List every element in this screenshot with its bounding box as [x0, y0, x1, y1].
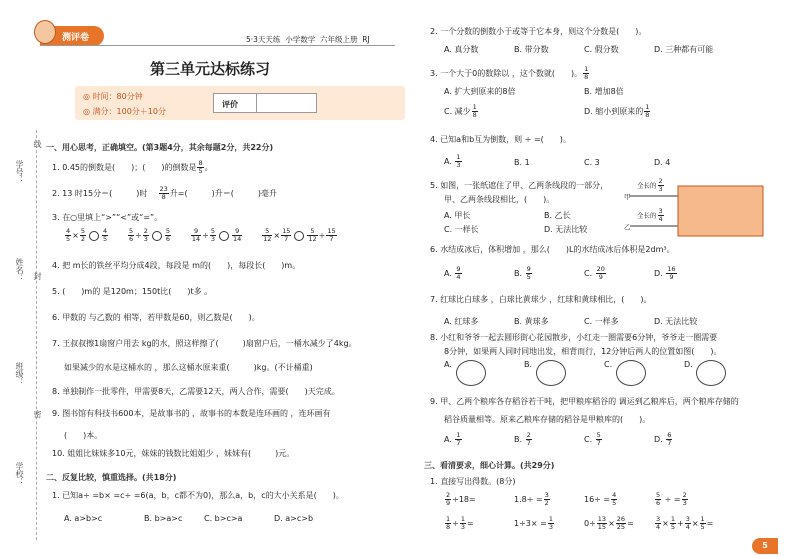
question-2: 2. 13 时15分＝( )时 $\frac{23}{8}$ 升=( )升＝( )毫升 [52, 185, 277, 201]
time-info: ◎ 时间：80分钟 [83, 92, 143, 101]
question-5: 5. ( )m的 是120m；150t比( )t多 。 [52, 287, 213, 296]
question-9-cont: ( )本。 [64, 431, 103, 440]
mascot-icon [34, 20, 56, 44]
s2-q6-option-c[interactable]: C. $\frac{20}{9}$ [584, 265, 605, 281]
s2-q2-option-b[interactable]: B. 带分数 [514, 45, 549, 54]
s2-q9-option-b[interactable]: B. $\frac{2}{7}$ [514, 431, 531, 447]
s2-q4-option-d[interactable]: D. 4 [654, 158, 671, 167]
calc-8: $\frac{3}{4}$ × $\frac{1}{5}$ + $\frac{3}{4}$ × $\frac{1}{5}$ = [656, 515, 714, 531]
s2-q6-option-d[interactable]: D. $\frac{16}{9}$ [654, 265, 676, 281]
s2-question-5-cont: 甲、乙两条线段相比，( )。 [444, 195, 555, 204]
s2-q3-option-d[interactable]: D. 缩小到原来的 $\frac{1}{8}$ [584, 103, 650, 119]
student-number-label: 学号： [15, 160, 24, 184]
question-6: 6. 甲数的 与乙数的 相等，若甲数是60，则乙数是( )。 [52, 313, 260, 322]
calc-5: $\frac{1}{8}$ ÷ $\frac{1}{3}$ = [446, 515, 474, 531]
s2-q3-option-b[interactable]: B. 增加8倍 [584, 87, 624, 96]
s2-q4-option-b[interactable]: B. 1 [514, 158, 530, 167]
s2-q7-option-b[interactable]: B. 黄球多 [514, 317, 549, 326]
s2-q2-option-a[interactable]: A. 真分数 [444, 45, 479, 54]
s2-question-7: 7. 红球比白球多 ，白球比黄球少 ，红球和黄球相比，( )。 [430, 295, 652, 304]
s2-question-3: 3. 一个大于0的数除以 ，这个数就( )。 $\frac{1}{8}$ [430, 65, 589, 81]
question-7: 7. 王叔叔擦1扇窗户用去 kg的水，照这样擦了( )扇窗户后，一桶水减少了4kg。 [52, 339, 357, 348]
s2-question-1: 1. 已知a÷ =b× =c÷ =6(a，b，c都不为0)，那么a，b，c的大小关系是( )。 [52, 491, 344, 500]
s2-q4-option-c[interactable]: C. 3 [584, 158, 600, 167]
header-line [40, 45, 395, 46]
calc-7: 0÷ $\frac{13}{15}$ × $\frac{26}{25}$ = [584, 515, 634, 531]
q5-label-top: 全长的 $\frac{2}{3}$ [637, 177, 663, 193]
q8-circle-a [456, 360, 486, 386]
s3-question-1: 1. 直接写出得数。(8分) [430, 477, 516, 486]
page-title: 第三单元达标练习 [150, 60, 271, 78]
s2-q4-option-a[interactable]: A. $\frac{1}{3}$ [444, 153, 461, 169]
page-number: 5 [752, 538, 778, 554]
s2-question-4: 4. 已知a和b互为倒数，则 ÷ =( )。 [430, 135, 571, 144]
s2-q8-option-d[interactable]: D. [684, 360, 693, 369]
s2-q6-option-b[interactable]: B. $\frac{9}{5}$ [514, 265, 531, 281]
s2-q5-option-a[interactable]: A. 甲长 [444, 211, 471, 220]
s2-q5-option-b[interactable]: B. 乙长 [544, 211, 571, 220]
question-4: 4. 把 m长的铁丝平均分成4段，每段是 m的( )，每段长( )m。 [52, 261, 301, 270]
s2-question-9: 9. 甲、乙两个粮库各存稻谷若干吨，把甲粮库稻谷的 调运到乙粮库后，两个粮库存储的 [430, 397, 739, 406]
series-label: 5·3天天练 小学数学 六年级上册 RJ [246, 35, 370, 44]
binding-line [36, 130, 37, 540]
s2-q8-option-a[interactable]: A. [444, 360, 452, 369]
s2-question-2: 2. 一个分数的倒数小于或等于它本身，则这个分数是( )。 [430, 27, 647, 36]
s2-question-5: 5. 如图，一张纸遮住了甲、乙两条线段的一部分， [430, 181, 609, 190]
school-label: 学校： [15, 462, 24, 486]
s2-q7-option-a[interactable]: A. 红球多 [444, 317, 479, 326]
seal-mark-2: 封 [33, 272, 42, 280]
q8-circle-d [696, 360, 726, 386]
calc-6: 1÷3× = $\frac{1}{3}$ [514, 515, 553, 531]
s2-question-6: 6. 水结成冰后，体积增加 ，那么( )L的水结成冰后体积是2dm³。 [430, 245, 675, 254]
s2-q3-option-c[interactable]: C. 减少 $\frac{1}{8}$ [444, 103, 477, 119]
s2-q1-option-d[interactable]: D. a>c>b [274, 514, 314, 523]
badge: 测评卷 [40, 26, 104, 46]
s2-q5-option-c[interactable]: C. 一样长 [444, 225, 479, 234]
calc-3: 16÷ = $\frac{4}{5}$ [584, 491, 617, 507]
q5-label-bottom: 全长的 $\frac{3}{4}$ [637, 207, 663, 223]
score-info: ◎ 满分：100分＋10分 [83, 107, 166, 116]
q5-label-jia: 甲 [624, 193, 631, 201]
question-3-items: $\frac{4}{5}$ × $\frac{5}{2}$ $\frac{4}{5}$ $\frac{5}{6}$ ÷ $\frac{2}{3}$ $\frac{5}{6}$ $\frac{9}{14}$ ÷ $\frac{5}{3}$ $\frac{9}{14}$ $\frac{5}{12}$ × $\frac{15}{7}$ $\frac{5}{12}$ ÷ $\frac{15}{7}$ [66, 227, 336, 243]
exam-info-box [75, 86, 405, 120]
s2-q9-option-c[interactable]: C. $\frac{5}{7}$ [584, 431, 601, 447]
calc-2: 1.8÷ = $\frac{3}{2}$ [514, 491, 549, 507]
student-name-label: 姓名： [15, 258, 24, 282]
section-3-title: 三、看清要求，细心计算。(共29分) [424, 461, 555, 470]
s2-q2-option-c[interactable]: C. 假分数 [584, 45, 619, 54]
s2-q2-option-d[interactable]: D. 三种都有可能 [654, 45, 714, 54]
s2-q7-option-d[interactable]: D. 无法比较 [654, 317, 698, 326]
s2-q3-option-a[interactable]: A. 扩大到原来的8倍 [444, 87, 516, 96]
s2-q8-option-b[interactable]: B. [524, 360, 533, 369]
rating-box[interactable]: 评价 [213, 93, 317, 113]
s2-question-8-cont: 8分钟，如果两人同时同地出发，相背而行，12分钟后两人的位置如图( )。 [444, 347, 722, 356]
q8-circle-c [616, 360, 646, 386]
s2-q1-option-c[interactable]: C. b>c>a [204, 514, 243, 523]
question-7-cont: 如果减少的水是这桶水的 ，那么这桶水原来重( )kg。(不计桶重) [64, 363, 313, 372]
seal-mark-3: 密 [33, 410, 42, 418]
calc-1: $\frac{2}{9}$ ÷18= [446, 491, 476, 507]
s2-question-9-cont: 稻谷质量相等。原来乙粮库存储的稻谷是甲粮库的( )。 [444, 415, 651, 424]
question-10: 10. 姐姐比妹妹多10元，妹妹的钱数比姐姐少 ，妹妹有( )元。 [52, 449, 295, 458]
class-label: 班级： [15, 362, 24, 386]
s2-q7-option-c[interactable]: C. 一样多 [584, 317, 619, 326]
seal-mark: 线 [33, 140, 42, 148]
s2-q8-option-c[interactable]: C. [604, 360, 613, 369]
question-1: 1. 0.45的倒数是( )；( )的倒数是 $\frac{8}{5}$ 。 [52, 159, 213, 175]
s2-question-8: 8. 小红和爷爷一起去圆形街心花园散步，小红走一圈需要6分钟，爷爷走一圈需要 [430, 333, 718, 342]
q5-label-yi: 乙 [624, 223, 631, 231]
question-9: 9. 图书馆有科技书600本，是故事书的 ，故事书的本数是连环画的 ，连环画有 [52, 409, 331, 418]
question-8: 8. 单独制作一批零件，甲需要8天，乙需要12天，两人合作，需要( )天完成。 [52, 387, 340, 396]
s2-q5-option-d[interactable]: D. 无法比较 [544, 225, 588, 234]
section-2-title: 二、反复比较，慎重选择。(共18分) [46, 473, 177, 482]
question-3: 3. 在○里填上“>”“<”或“=”。 [52, 213, 163, 222]
section-1-title: 一、用心思考，正确填空。(第3题4分，其余每题2分，共22分) [46, 143, 274, 152]
q8-circle-b [536, 360, 566, 386]
s2-q9-option-a[interactable]: A. $\frac{1}{7}$ [444, 431, 461, 447]
s2-q1-option-a[interactable]: A. a>b>c [64, 514, 103, 523]
s2-q1-option-b[interactable]: B. b>a>c [144, 514, 183, 523]
s2-q9-option-d[interactable]: D. $\frac{6}{7}$ [654, 431, 672, 447]
s2-q6-option-a[interactable]: A. $\frac{9}{4}$ [444, 265, 461, 281]
calc-4: $\frac{5}{6}$ ÷ = $\frac{2}{3}$ [656, 491, 687, 507]
